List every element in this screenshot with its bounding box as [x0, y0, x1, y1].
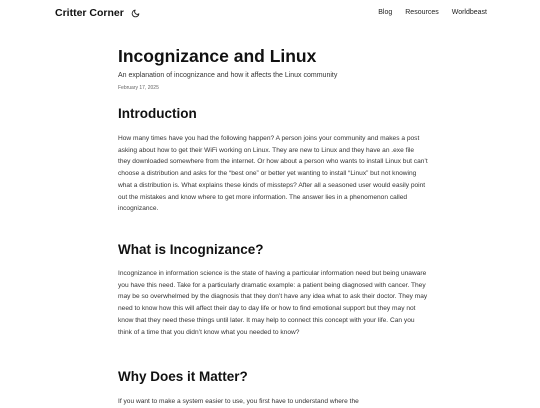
section-heading-what-is-incognizance: What is Incognizance? [118, 242, 264, 257]
brand [55, 7, 141, 19]
nav-link-worldbeast[interactable]: Worldbeast [451, 9, 487, 16]
site-title-link[interactable]: Critter Corner [55, 7, 124, 19]
main-nav [378, 9, 487, 16]
article-subtitle: An explanation of incognizance and how it affects the Linux community [118, 72, 338, 79]
site-header [0, 0, 540, 26]
article-title: Incognizance and Linux [118, 46, 317, 66]
section-body-introduction: How many times have you had the following happen? A person joins your community and makes a post asking about how to get their WiFi working on Linux. They are new to Linux and they have an .exe file they downloaded somewhere from the internet. Or how about a person who wants to install Linux but can’t choose a distribution and asks for the “best one” or better yet wanting to install “Linux” but not knowing what a distribution is. What explains these kinds of missteps? After all a seasoned user would easily point out the mistakes and know where to get more information. The answer lies in a phenomenon called incognizance. [118, 135, 428, 213]
moon-icon[interactable] [131, 8, 141, 18]
section-heading-why-does-it-matter: Why Does it Matter? [118, 369, 248, 384]
section-body-why-does-it-matter: If you want to make a system easier to use, you first have to understand where the [118, 398, 359, 405]
section-body-what-is-incognizance: Incognizance in information science is the state of having a particular information need but being unaware you have this need. Take for a particularly dramatic example: a patient being diagnosed with cancer. They may be so overwhelmed by the diagnosis that they don’t have any idea what to ask their doctor. They may need to know how this will affect their day to day life or how to find emotional support but they may not know that they need these things until later. It may help to connect this concept with your life. Can you think of a time that you didn’t know what you needed to know? [118, 270, 428, 336]
section-heading-introduction: Introduction [118, 106, 197, 121]
nav-link-resources[interactable]: Resources [405, 9, 439, 16]
article-date: February 17, 2025 [118, 85, 159, 91]
nav-link-blog[interactable]: Blog [378, 9, 393, 16]
